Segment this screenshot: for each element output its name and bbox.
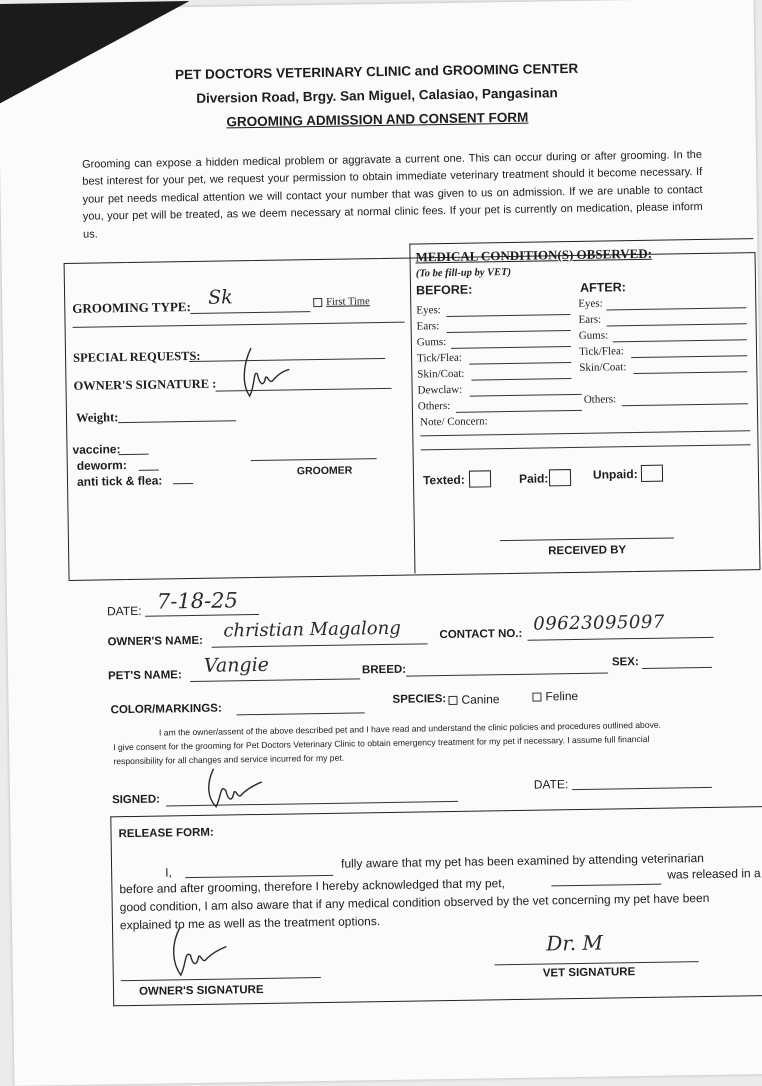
clinic-name: PET DOCTORS VETERINARY CLINIC and GROOMING CENTER — [174, 60, 579, 83]
consent-date-label: DATE: — [533, 777, 569, 792]
date-line — [145, 614, 259, 617]
owner-signature-scribble — [233, 343, 294, 404]
species-label: SPECIES: — [392, 693, 447, 706]
consent-signature-scribble — [199, 764, 270, 815]
release-title: RELEASE FORM: — [118, 826, 214, 841]
consent-line-2: I give consent for the grooming for Pet Doctors Veterinary Clinic to obtain emergency treatment for my pet if necessary. I assume full financial — [113, 733, 650, 753]
before-tickflea-label: Tick/Flea: — [417, 351, 463, 365]
consent-date-line — [572, 787, 712, 790]
vet-signature-value: Dr. M — [546, 930, 604, 956]
before-others-label: Others: — [417, 399, 451, 413]
paid-label: Paid: — [518, 471, 549, 486]
special-requests-label: SPECIAL REQUESTS: — [72, 348, 201, 365]
vet-sig-label: VET SIGNATURE — [542, 966, 636, 980]
consent-line-1: I am the owner/assent of the above described pet and I have read and understand the clinic policies and procedures outlined above. — [158, 719, 662, 738]
owner-name-value[interactable]: christian Magalong — [223, 617, 401, 642]
date-label: DATE: — [106, 603, 142, 619]
after-tickflea-label: Tick/Flea: — [578, 345, 624, 358]
before-eyes-label: Eyes: — [416, 304, 441, 317]
feline-option[interactable] — [532, 689, 578, 704]
before-gums-label: Gums: — [416, 335, 447, 349]
release-owner-signature-scribble — [162, 922, 233, 983]
clinic-address: Diversion Road, Brgy. San Miguel, Calasiao, Pangasinan — [196, 85, 558, 106]
contact-line — [528, 637, 714, 641]
grooming-type-label: GROOMING TYPE: — [72, 299, 191, 316]
texted-checkbox[interactable] — [469, 470, 491, 487]
after-skincoat-label: Skin/Coat: — [579, 361, 627, 374]
release-i: I, — [165, 865, 172, 880]
medical-subtitle: (To be fill-up by VET) — [415, 266, 512, 280]
texted-label: Texted: — [422, 472, 465, 488]
first-time-label: First Time — [326, 296, 370, 308]
before-ears-label: Ears: — [416, 320, 440, 333]
release-text-b: before and after grooming, therefore I hereby acknowledged that my pet, — [119, 876, 506, 897]
pet-name-label: PET'S NAME: — [107, 669, 182, 683]
medical-title: MEDICAL CONDITION(S) OBSERVED: — [415, 245, 653, 265]
release-text-e: explained to me as well as the treatment options. — [119, 914, 381, 933]
consent-line-3: responsibility for all changes and service incurred for my pet. — [113, 752, 345, 767]
intro-paragraph: Grooming can expose a hidden medical problem or aggravate a current one. This can occur during or after grooming. In the best interest for your pet, we request your permission to obtain immediate veterinary treatment should it become necessary. If your pet needs medical attention we will contact your number that was given to us on admission. If we are unable to contact you, your pet will be treated, as we deem necessary at normal clinic fees. If your pet is currently on medication, please inform us. — [81, 148, 703, 241]
grooming-type-value[interactable]: Sk — [207, 286, 233, 309]
after-gums-label: Gums: — [578, 329, 609, 342]
date-value[interactable]: 7-18-25 — [156, 588, 239, 614]
color-markings-label: COLOR/MARKINGS: — [110, 702, 222, 717]
antitick-label: anti tick & flea: — [76, 473, 163, 489]
before-dewclaw-label: Dewclaw: — [417, 383, 463, 397]
before-label: BEFORE: — [415, 282, 473, 298]
unpaid-checkbox[interactable] — [641, 465, 663, 482]
deworm-label: deworm: — [76, 458, 127, 473]
after-others-label: Others: — [583, 393, 617, 406]
feline-box[interactable] — [532, 693, 541, 702]
first-time-checkbox[interactable] — [313, 296, 370, 308]
paid-checkbox[interactable] — [549, 469, 571, 486]
weight-label: Weight: — [75, 410, 119, 425]
form-title: GROOMING ADMISSION AND CONSENT FORM — [226, 109, 529, 130]
release-text-c: was released in a — [667, 866, 761, 882]
unpaid-label: Unpaid: — [592, 467, 638, 482]
canine-label: Canine — [461, 692, 500, 707]
pet-name-value[interactable]: Vangie — [203, 653, 270, 677]
after-eyes-label: Eyes: — [578, 297, 603, 310]
pet-name-line — [190, 678, 360, 682]
release-text-d: good condition, I am also aware that if any medical condition observed by the vet concerning my pet have been — [119, 890, 710, 915]
after-label: AFTER: — [579, 280, 626, 295]
signed-label: SIGNED: — [111, 793, 161, 807]
color-markings-line — [237, 712, 365, 715]
owner-signature-label: OWNER'S SIGNATURE : — [73, 376, 217, 393]
release-owner-sig-label: OWNER'S SIGNATURE — [138, 983, 264, 998]
contact-label: CONTACT NO.: — [439, 627, 523, 642]
breed-label: BREED: — [361, 663, 407, 677]
owner-name-label: OWNER'S NAME: — [107, 634, 203, 649]
feline-label: Feline — [545, 688, 579, 704]
owner-name-line — [212, 643, 428, 647]
before-skincoat-label: Skin/Coat: — [417, 367, 465, 381]
contact-value[interactable]: 09623095097 — [533, 611, 665, 635]
medical-top-border — [409, 238, 753, 244]
vaccine-label: vaccine: — [72, 442, 121, 457]
release-text-a: fully aware that my pet has been examined by attending veterinarian — [340, 851, 705, 871]
breed-line — [406, 672, 608, 676]
after-ears-label: Ears: — [578, 313, 602, 326]
note-label: Note/ Concern: — [420, 415, 488, 429]
sex-line — [642, 667, 712, 669]
sex-label: SEX: — [611, 656, 639, 669]
canine-box[interactable] — [448, 696, 457, 705]
received-by-label: RECEIVED BY — [548, 544, 627, 558]
canine-option[interactable] — [448, 692, 499, 707]
groomer-label: GROOMER — [296, 464, 353, 478]
first-time-box[interactable] — [313, 298, 322, 307]
